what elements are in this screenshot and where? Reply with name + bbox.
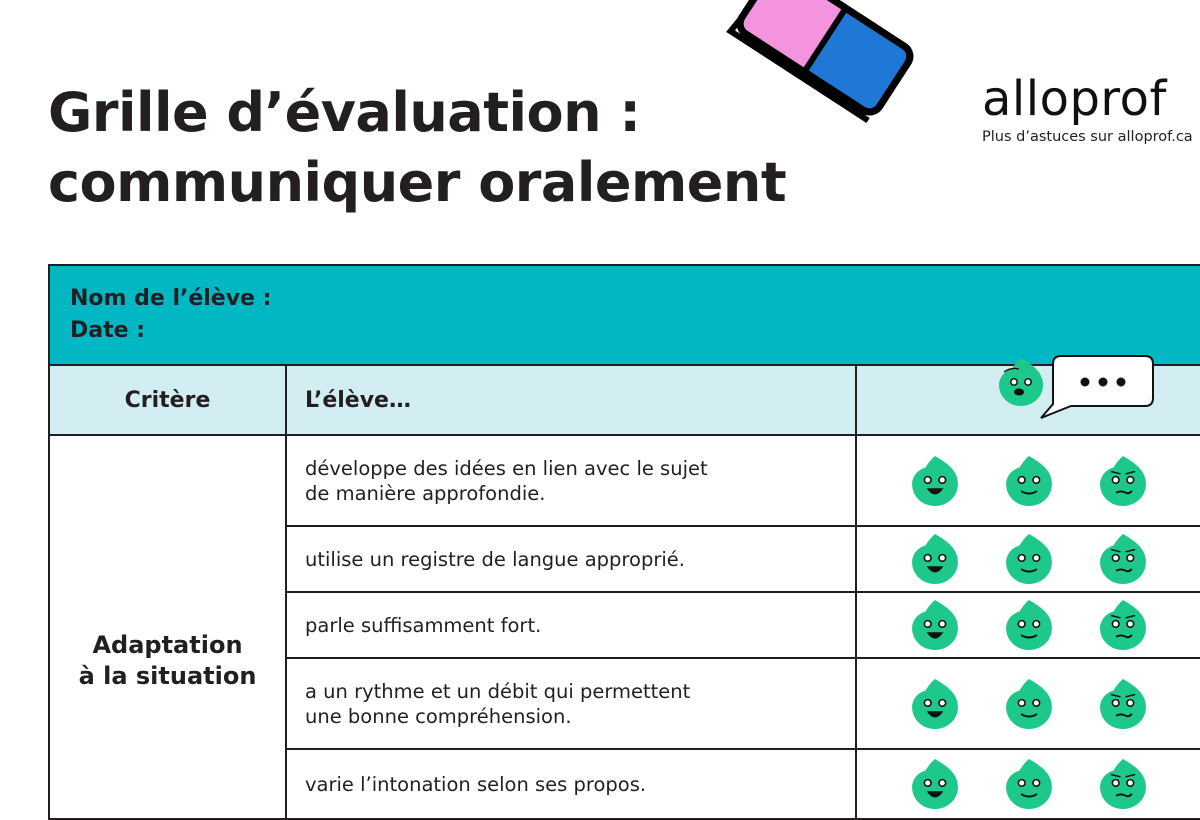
- row-text-line-1: parle suffisamment fort.: [305, 613, 542, 637]
- criterion-line-1: Adaptation: [92, 631, 243, 659]
- page-title: [48, 78, 786, 218]
- title-line-1: Grille d’évaluation :: [48, 81, 641, 144]
- row-description: [286, 592, 856, 658]
- rating-cell: [856, 658, 1200, 749]
- criterion-column-header: Critère: [49, 365, 286, 435]
- neutral-face-icon[interactable]: [1006, 456, 1052, 510]
- evaluation-grid: [48, 264, 1200, 820]
- rating-cell: [856, 526, 1200, 592]
- unsure-face-icon[interactable]: [1100, 759, 1146, 813]
- student-info-cell: [49, 265, 1200, 365]
- happy-face-icon[interactable]: [912, 534, 958, 588]
- unsure-face-icon[interactable]: [1100, 534, 1146, 588]
- rating-cell: [856, 749, 1200, 819]
- alloprof-logo: alloprof: [982, 71, 1167, 127]
- row-description: [286, 435, 856, 526]
- happy-face-icon[interactable]: [912, 456, 958, 510]
- title-line-2: communiquer oralement: [48, 151, 787, 214]
- row-description: [286, 526, 856, 592]
- row-text-line-1: développe des idées en lien avec le sujet: [305, 456, 708, 480]
- row-text-line-2: de manière approfondie.: [305, 481, 546, 505]
- unsure-face-icon[interactable]: [1100, 456, 1146, 510]
- unsure-face-icon[interactable]: [1100, 679, 1146, 733]
- neutral-face-icon[interactable]: [1006, 534, 1052, 588]
- row-text-line-2: une bonne compréhension.: [305, 704, 572, 728]
- date-label: Date :: [70, 318, 146, 343]
- criterion-label: [50, 436, 285, 692]
- brand: [982, 72, 1197, 146]
- row-text-line-1: a un rythme et un débit qui permettent: [305, 679, 691, 703]
- neutral-face-icon[interactable]: [1006, 600, 1052, 654]
- evaluation-column-header: [856, 365, 1200, 435]
- rating-cell: [856, 592, 1200, 658]
- speaking-mascot-icon: [995, 352, 1170, 436]
- happy-face-icon[interactable]: [912, 679, 958, 733]
- criterion-cell: [49, 435, 286, 819]
- neutral-face-icon[interactable]: [1006, 759, 1052, 813]
- happy-face-icon[interactable]: [912, 759, 958, 813]
- table-header-row: [49, 365, 1200, 435]
- row-description: [286, 749, 856, 819]
- criterion-line-2: à la situation: [78, 662, 257, 690]
- happy-face-icon[interactable]: [912, 600, 958, 654]
- student-column-header: L’élève…: [286, 365, 856, 435]
- student-name-label: Nom de l’élève :: [70, 286, 272, 311]
- row-text-line-1: utilise un registre de langue approprié.: [305, 547, 685, 571]
- unsure-face-icon[interactable]: [1100, 600, 1146, 654]
- row-text-line-1: varie l’intonation selon ses propos.: [305, 772, 647, 796]
- rating-cell: [856, 435, 1200, 526]
- table-row: [49, 435, 1200, 526]
- row-description: [286, 658, 856, 749]
- student-info-row: [49, 265, 1200, 365]
- brand-tagline: Plus d’astuces sur alloprof.ca: [982, 129, 1193, 145]
- eraser-icon: [724, 0, 939, 142]
- neutral-face-icon[interactable]: [1006, 679, 1052, 733]
